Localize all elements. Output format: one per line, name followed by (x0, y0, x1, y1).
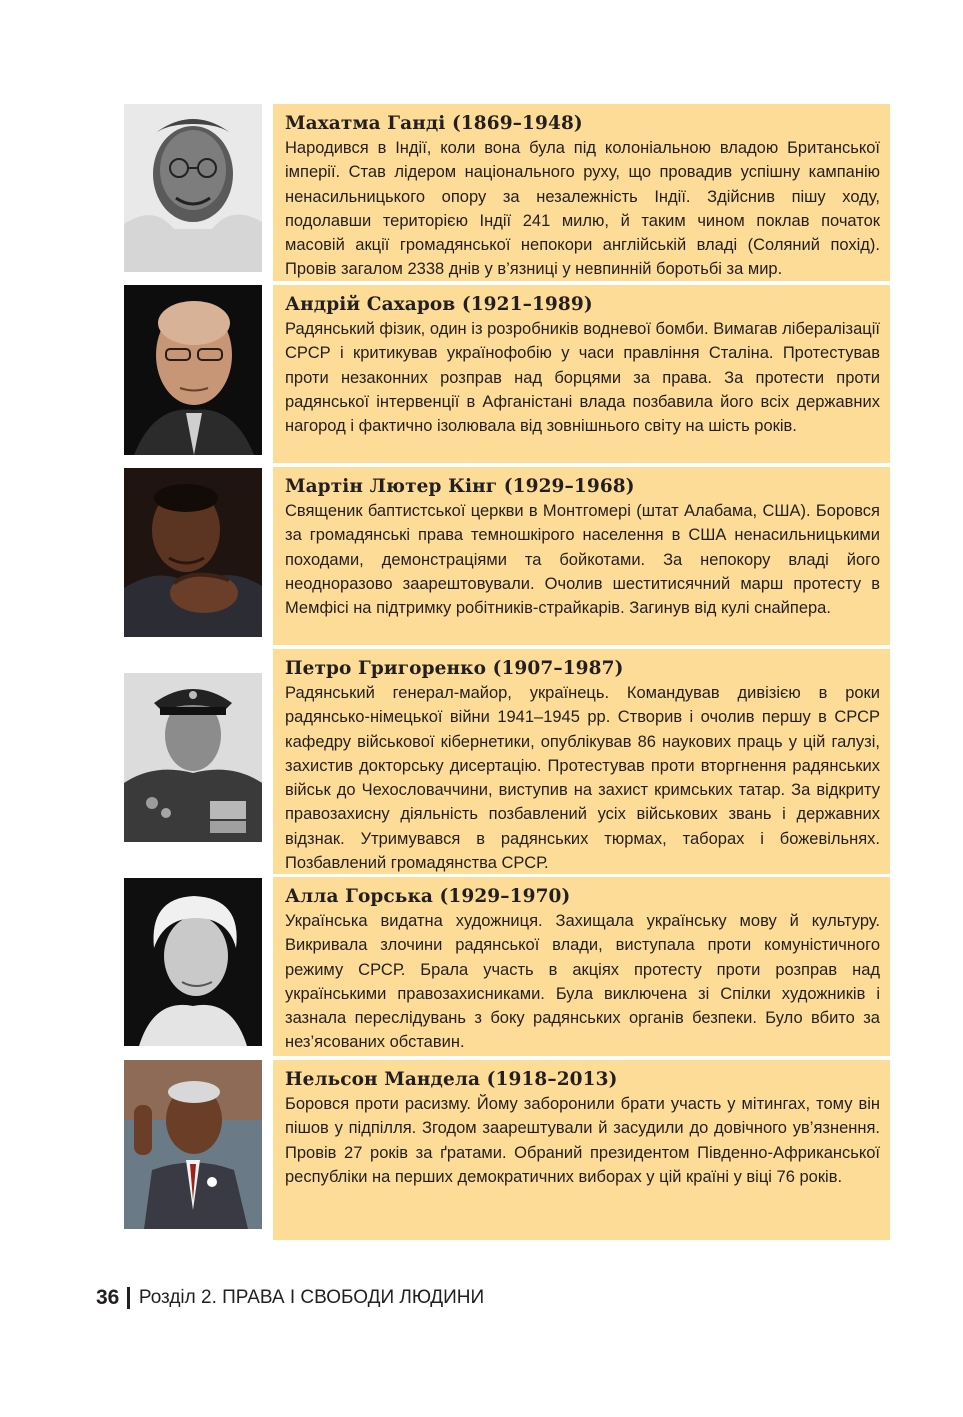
bio-card-sakharov (273, 285, 890, 463)
bio-card-grigorenko (273, 649, 890, 874)
bio-text: Боровся проти расизму. Йому заборонили брати участь у мітингах, тому він пішов у підпілля. Згодом заарештували й засудили до довічного ув’язнення. Провів 27 років за ґратами. Обраний президентом Південно-Африканської республіки на перших демократичних виборах у цій країні у віці 76 років. (285, 1095, 880, 1186)
section-title: Розділ 2. ПРАВА І СВОБОДИ ЛЮДИНИ (138, 1287, 485, 1308)
bio-name: Мартін Лютер Кінг (1929–1968) (285, 476, 635, 497)
bio-card-gandhi (273, 104, 890, 281)
portrait-grigorenko (124, 673, 262, 842)
bio-text: Радянський фізик, один із розробників водневої бомби. Вимагав лібералізації СРСР і критикував українофобію у часи правління Сталіна. Протестував проти незаконних розправ над борцями за права. За протести проти радянської інтервенції в Афганістані влада позбавила його всіх державних нагород і фактично ізолювала від зовнішнього світу на шість років. (285, 320, 880, 436)
bio-name: Алла Горська (1929–1970) (285, 886, 571, 907)
bio-card-mandela (273, 1060, 890, 1240)
bio-name: Петро Григоренко (1907–1987) (285, 658, 624, 679)
portrait-horska (124, 878, 262, 1046)
page-number: 36 (96, 1286, 120, 1309)
portrait-gandhi (124, 104, 262, 272)
bio-text: Радянський генерал-майор, українець. Командував дивізією в роки радянсько-німецької війни 1941–1945 рр. Створив і очолив першу в СРСР кафедру військової кібернетики, опублікував 86 наукових праць у цій галузі, захистив докторську дисертацію. Протестував проти вторгнення радянських військ до Чехословаччини, виступив на захист кримських татар. За відкриту правозахисну діяльність позбавлений усіх військових звань і державних відзнак. Утримувався в радянських тюрмах, таборах і божевільнях. Позбавлений громадянства СРСР. (285, 684, 880, 873)
portrait-sakharov (124, 285, 262, 455)
portrait-mandela (124, 1060, 262, 1229)
page-footer (96, 1285, 484, 1311)
bio-text: Народився в Індії, коли вона була під колоніальною владою Британської імперії. Став лідером національного руху, що провадив успішну кампанію ненасильницького опору за незалежність Індії. Здійснив пішу ходу, подолавши територією Індії 241 милю, й таким чином поклав початок масовій акції громадянської непокори англійській владі (Соляний похід). Провів загалом 2338 днів у в’язниці у невпинній боротьбі за мир. (285, 139, 880, 279)
bio-name: Нельсон Мандела (1918–2013) (285, 1069, 618, 1090)
portrait-king (124, 468, 262, 637)
bio-name: Андрій Сахаров (1921–1989) (285, 294, 593, 315)
bio-text: Священик баптистської церкви в Монтгомері (штат Алабама, США). Боровся за громадянські права темношкірого населення в США ненасильницькими походами, демонстраціями та бойкотами. За непокору владі його неодноразово заарештовували. Очолив шеститисячний марш протесту в Мемфісі на підтримку робітників-страйкарів. Загинув від кулі снайпера. (285, 502, 880, 618)
bio-text: Українська видатна художниця. Захищала українську мову й культуру. Викривала злочини радянської влади, виступала проти комуністичного режиму СРСР. Брала участь в акціях протесту проти розправ над українськими правозахисниками. Була виключена зі Спілки художників і зазнала переслідувань з боку радянських органів безпеки. Було вбито за нез’ясованих обставин. (285, 912, 880, 1052)
bio-card-king (273, 467, 890, 645)
bio-card-horska (273, 877, 890, 1056)
footer-divider (127, 1287, 130, 1309)
bio-name: Махатма Ганді (1869–1948) (285, 113, 583, 134)
